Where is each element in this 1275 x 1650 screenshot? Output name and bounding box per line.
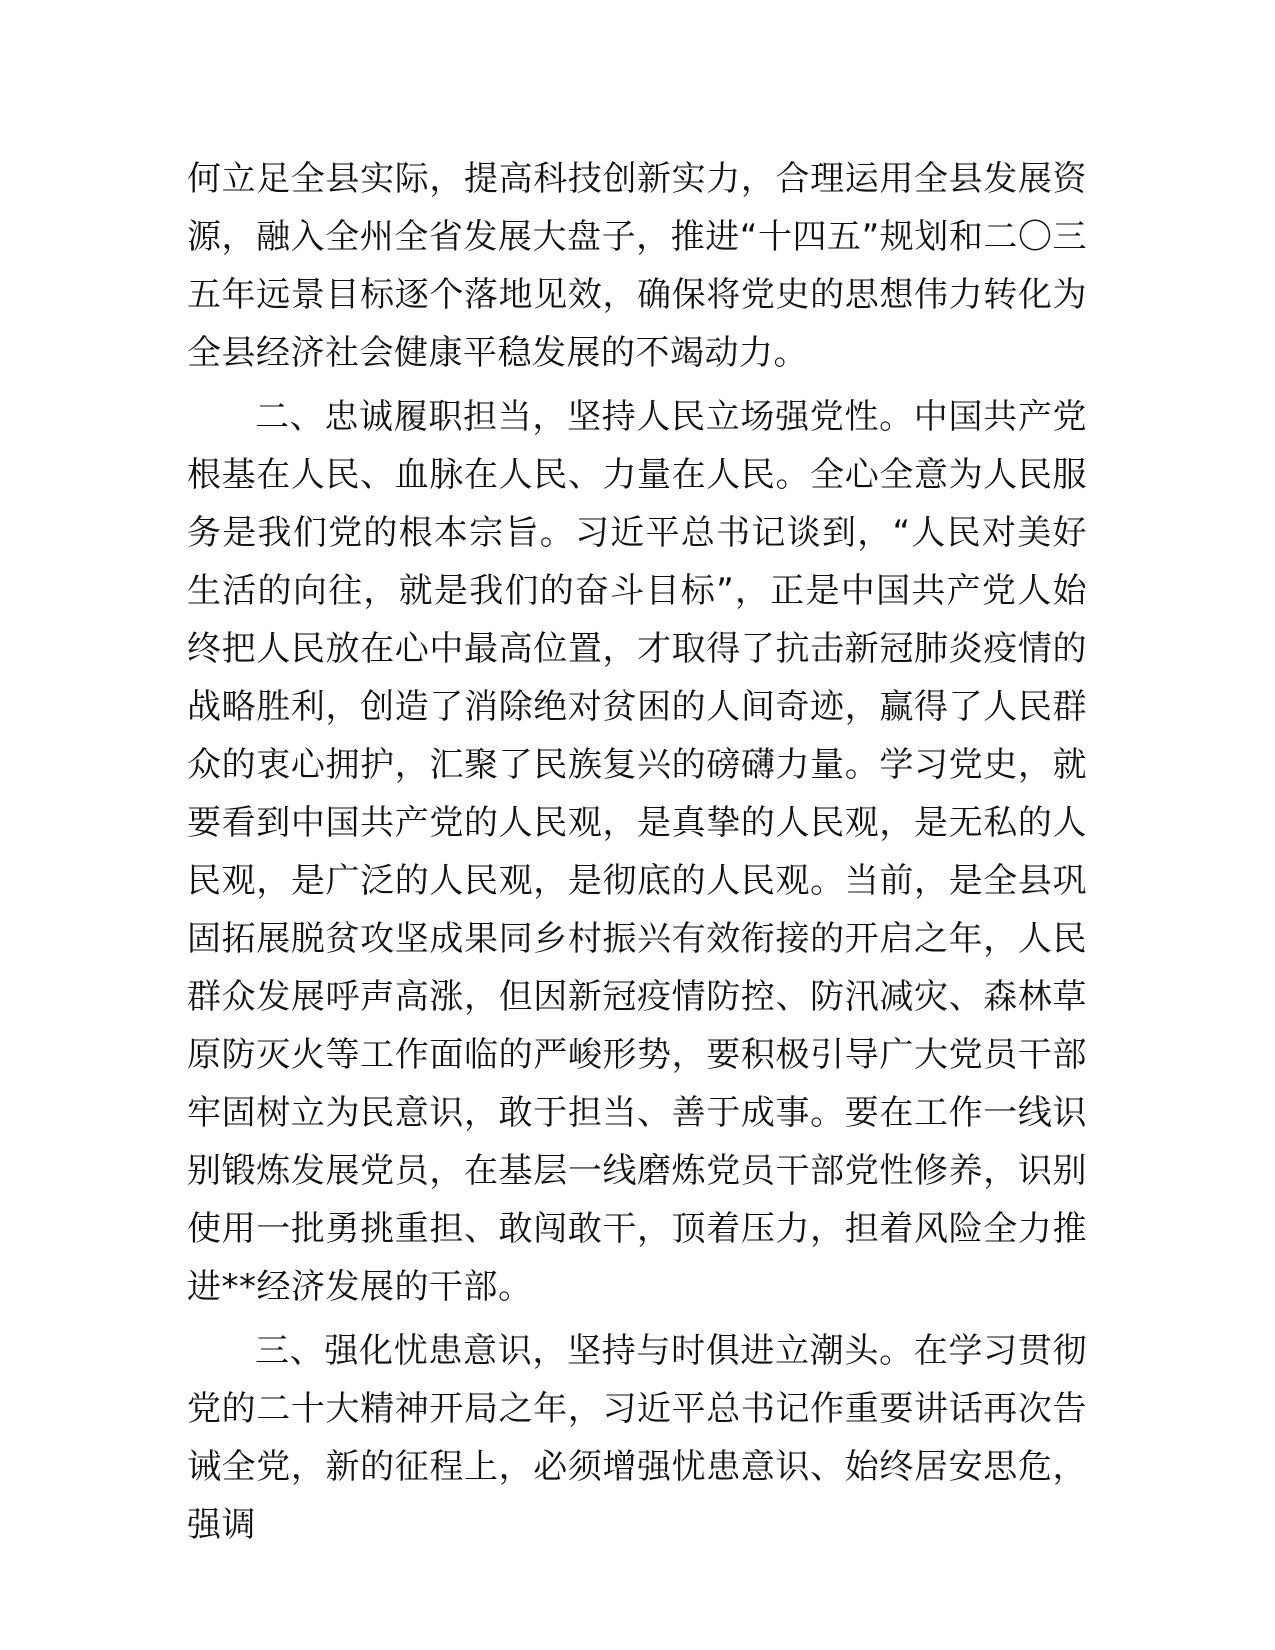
- document-body: [187, 150, 1087, 1554]
- paragraph-section-two: 二、忠诚履职担当，坚持人民立场强党性。中国共产党根基在人民、血脉在人民、力量在人民。全心全意为人民服务是我们党的根本宗旨。习近平总书记谈到，“人民对美好生活的向往，就是我们的奋斗目标”，正是中国共产党人始终把人民放在心中最高位置，才取得了抗击新冠肺炎疫情的战略胜利，创造了消除绝对贫困的人间奇迹，赢得了人民群众的衷心拥护，汇聚了民族复兴的磅礴力量。学习党史，就要看到中国共产党的人民观，是真挚的人民观，是无私的人民观，是广泛的人民观，是彻底的人民观。当前，是全县巩固拓展脱贫攻坚成果同乡村振兴有效衔接的开启之年，人民群众发展呼声高涨，但因新冠疫情防控、防汛减灾、森林草原防灭火等工作面临的严峻形势，要积极引导广大党员干部牢固树立为民意识，敢于担当、善于成事。要在工作一线识别锻炼发展党员，在基层一线磨炼党员干部党性修养，识别使用一批勇挑重担、敢闯敢干，顶着压力，担着风险全力推进**经济发展的干部。: [187, 397, 1087, 1307]
- paragraph-section-three: 三、强化忧患意识，坚持与时俱进立潮头。在学习贯彻党的二十大精神开局之年，习近平总书记作重要讲话再次告诫全党，新的征程上，必须增强忧患意识、始终居安思危，强调: [187, 1331, 1087, 1545]
- paragraph-continuation: 何立足全县实际，提高科技创新实力，合理运用全县发展资源，融入全州全省发展大盘子，推进“十四五”规划和二〇三五年远景目标逐个落地见效，确保将党史的思想伟力转化为全县经济社会健康平稳发展的不竭动力。: [187, 159, 1087, 373]
